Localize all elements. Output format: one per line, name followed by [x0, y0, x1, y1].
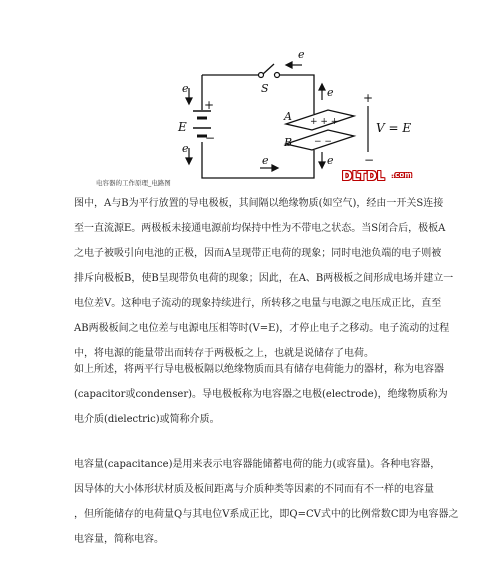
label-plate-b: B: [284, 136, 293, 149]
text-line: 电容量，简称电容。: [74, 534, 164, 545]
circuit-diagram: [90, 40, 420, 190]
text-line: 之电子被吸引向电池的正极，因而A呈现带正电荷的现象；同时电池负端的电子则被: [74, 248, 442, 259]
watermark-sub: .com: [392, 171, 413, 179]
label-plate-a: A: [284, 110, 292, 123]
battery-minus-sign: −: [205, 131, 216, 145]
paragraph-definition: [74, 357, 448, 432]
label-e-right-top: e: [327, 86, 334, 99]
label-e-left-top: e: [182, 82, 189, 95]
battery-plus-sign: +: [204, 98, 215, 112]
text-line: 电位差V。这种电子流动的现象持续进行，所转移之电量与电源之电压成正比，直至: [74, 298, 442, 309]
label-voltage: V = E: [376, 121, 412, 135]
plate-a-charges: + + +: [310, 117, 339, 127]
text-line: 图中，A与B为平行放置的导电极板，其间隔以绝缘物质(如空气)，经由一开关S连接: [74, 198, 444, 209]
text-line: 电容量(capacitance)是用来表示电容器能储蓄电荷的能力(或容量)。各种电容器，: [74, 459, 441, 470]
text-line: 如上所述，将两平行导电极板隔以绝缘物质而具有储存电荷能力的器材，称为电容器: [74, 364, 444, 375]
label-e-top: e: [298, 48, 305, 61]
text-line: 电介质(dielectric)或简称介质。: [74, 414, 220, 425]
label-e-right-bottom: e: [327, 154, 334, 167]
text-line: AB两极板间之电位差与电源电压相等时(V=E)，才停止电子之移动。电子流动的过程: [74, 323, 450, 334]
watermark-main: DLTDL: [342, 169, 385, 183]
text-line: 中，将电源的能量带出而转存于两极板之上，也就是说储存了电荷。: [74, 348, 374, 359]
text-line: 至一直流源E。两极板未接通电源前均保持中性为不带电之状态。当S闭合后，极板A: [74, 223, 446, 234]
text-line: 排斥向极板B，使B呈现带负电荷的现象；因此，在A、B两极板之间形成电场并建立一: [74, 273, 454, 284]
circuit-diagram-svg: [90, 40, 420, 190]
plate-b-charges: − −: [314, 137, 332, 147]
text-line: ，但所能储存的电荷量Q与其电位V系成正比，即Q=CV式中的比例常数C即为电容器之: [74, 509, 459, 520]
label-switch-s: S: [261, 82, 269, 95]
voltage-minus-sign: −: [364, 153, 375, 167]
site-watermark-logo: [342, 169, 413, 185]
label-source-e: E: [178, 120, 187, 134]
paragraph-capacitance: [74, 452, 459, 552]
figure-caption: 电容器的工作原理_电路图: [96, 179, 171, 187]
text-line: 因导体的大小体形状材质及板间距离与介质种类等因素的不同而有不一样的电容量: [74, 484, 434, 495]
text-line: (capacitor或condenser)。导电极板称为电容器之电极(electrode)，绝缘物质称为: [74, 389, 448, 400]
switch-s: [259, 64, 280, 78]
voltage-plus-sign: +: [363, 91, 374, 105]
label-e-bottom: e: [262, 154, 269, 167]
label-e-left-bottom: e: [182, 142, 189, 155]
paragraph-principle: [74, 191, 454, 366]
